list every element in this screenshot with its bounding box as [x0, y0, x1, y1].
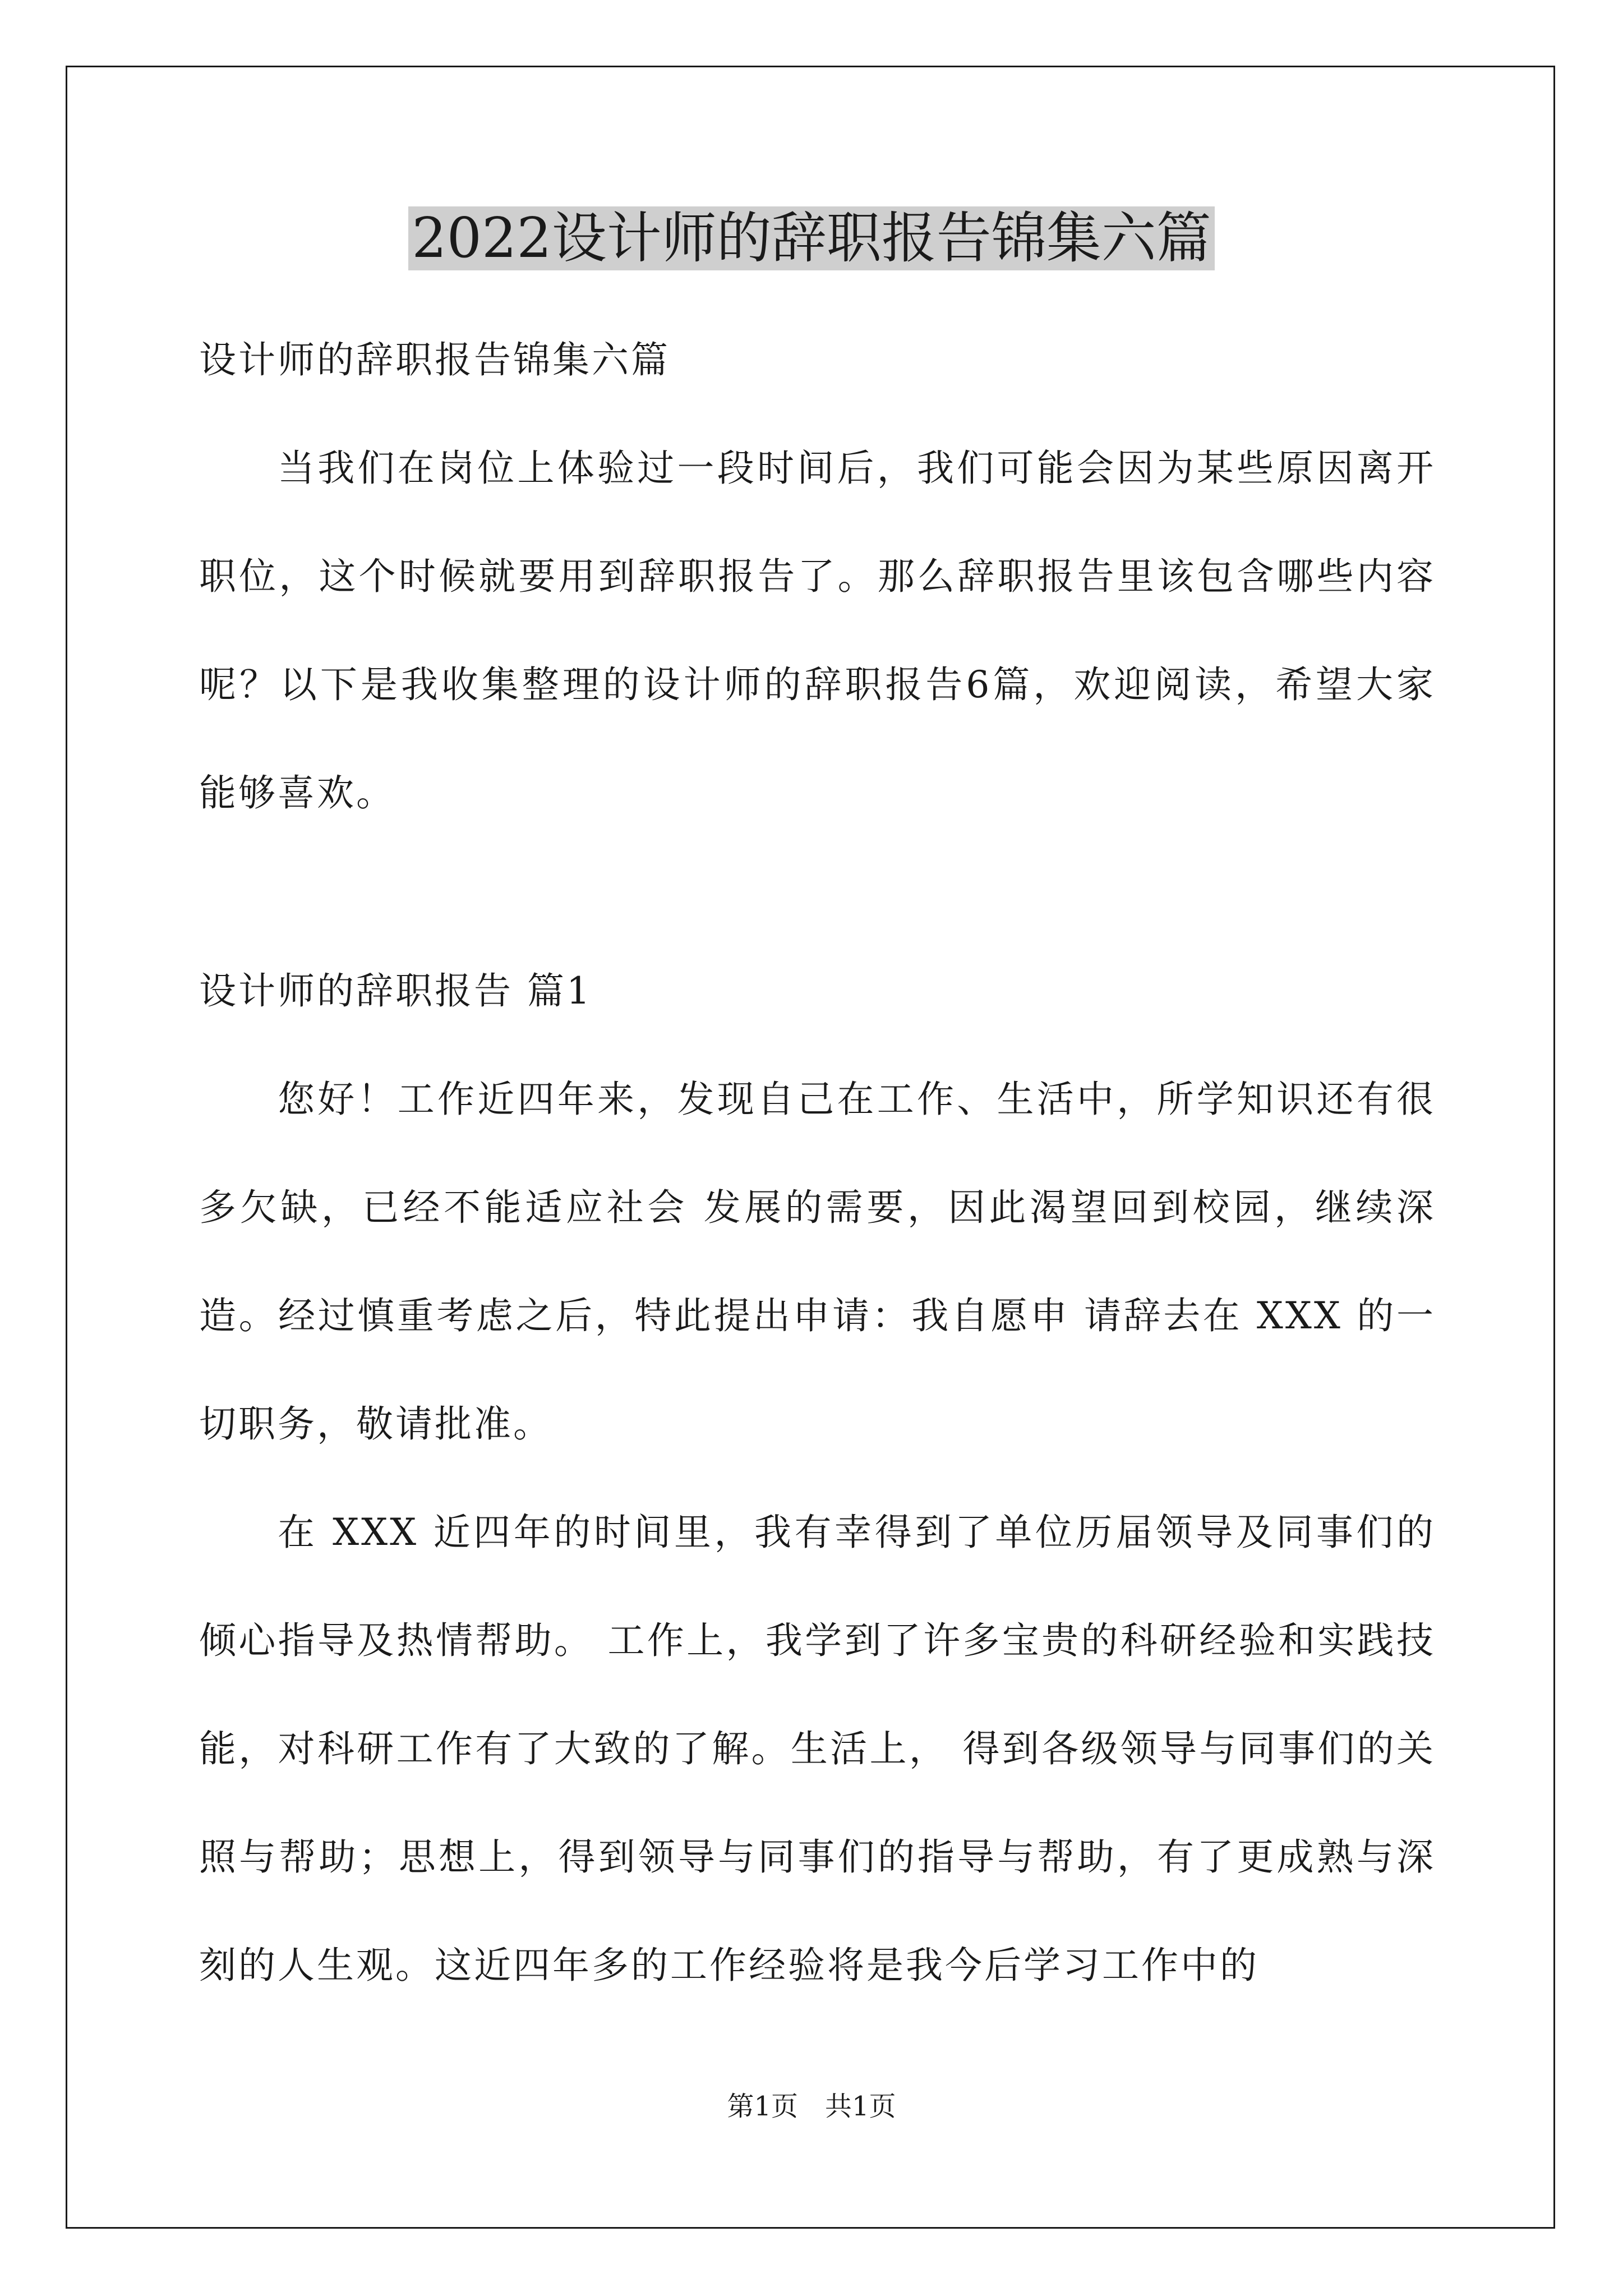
page-total: 共1页 [825, 2091, 896, 2122]
document-body [199, 306, 1436, 2019]
page-footer [0, 2090, 1623, 2123]
document-title-text: 2022设计师的辞职报告锦集六篇 [408, 206, 1214, 270]
section-heading: 设计师的辞职报告 篇1 [199, 969, 592, 1013]
page-number: 第1页 [727, 2091, 798, 2122]
body-paragraph-2: 在 XXX 近四年的时间里，我有幸得到了单位历届领导及同事们的倾心指导及热情帮助。 工作上，我学到了许多宝贵的科研经验和实践技能，对科研工作有了大致的了解。生活上， 得到各级领导与同事们的关照与帮助；思想上，得到领导与同事们的指导与帮助，有了更成熟与深刻的人生观。这近四年多的工作经验将是我今后学习工作中的 [199, 1511, 1436, 1987]
intro-paragraph: 当我们在岗位上体验过一段时间后，我们可能会因为某些原因离开职位，这个时候就要用到辞职报告了。那么辞职报告里该包含哪些内容呢？以下是我收集整理的设计师的辞职报告6篇，欢迎阅读，希望大家能够喜欢。 [199, 447, 1436, 815]
document-title [0, 199, 1623, 278]
body-paragraph-1: 您好！工作近四年来，发现自己在工作、生活中，所学知识还有很多欠缺，已经不能适应社会 发展的需要，因此渴望回到校园，继续深造。经过慎重考虑之后，特此提出申请：我自愿申 请辞去在 XXX 的一切职务，敬请批准。 [199, 1078, 1436, 1446]
document-subtitle: 设计师的辞职报告锦集六篇 [199, 338, 670, 381]
